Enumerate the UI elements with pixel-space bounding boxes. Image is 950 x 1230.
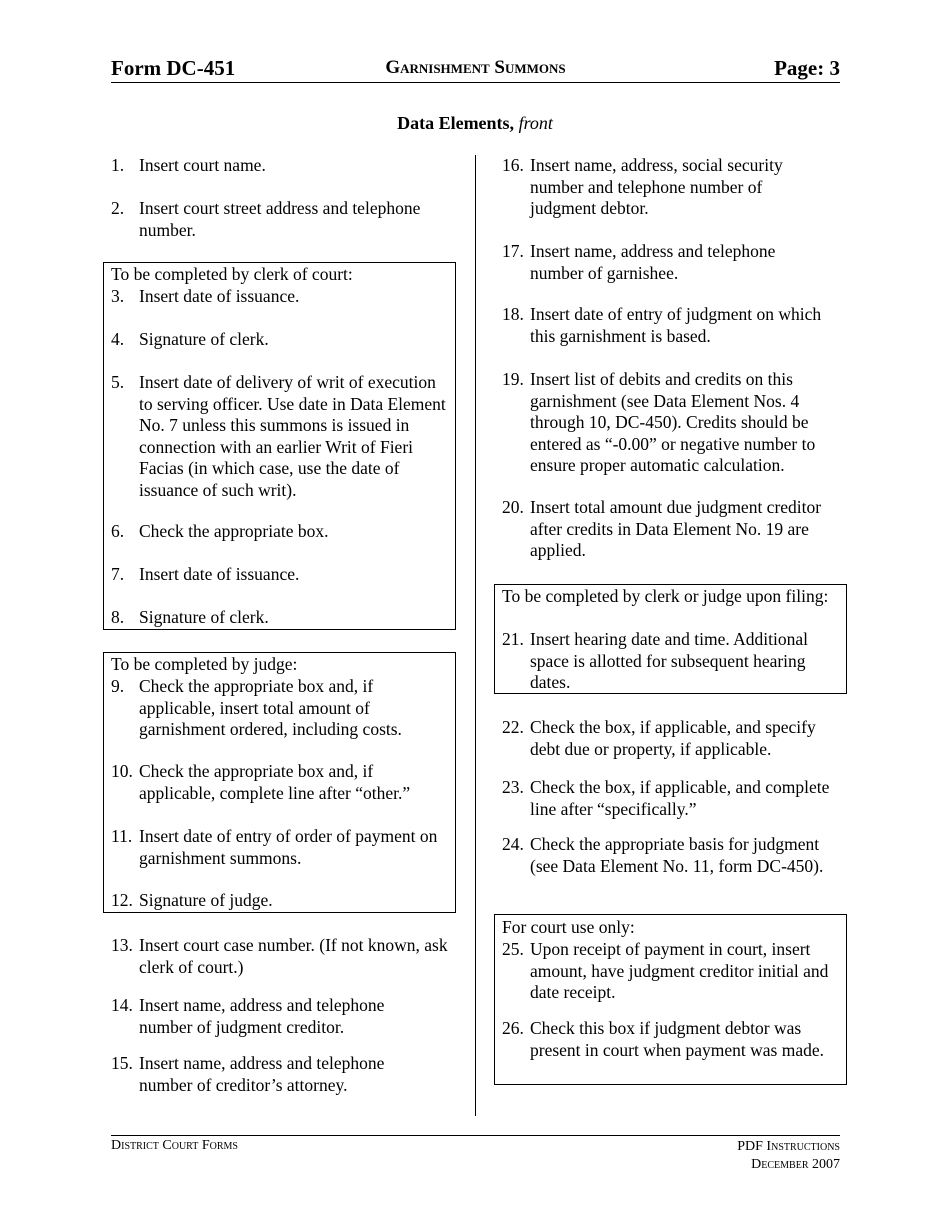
data-element-11 — [111, 826, 451, 869]
page-number: Page: 3 — [774, 56, 840, 80]
data-element-23 — [502, 777, 832, 820]
data-element-3 — [111, 286, 451, 308]
data-element-10 — [111, 761, 441, 804]
item-number: 14. — [111, 995, 133, 1015]
item-number: 23. — [502, 777, 524, 797]
data-element-14 — [111, 995, 441, 1038]
item-number: 4. — [111, 329, 125, 349]
court-use-box-label: For court use only: — [502, 917, 635, 937]
data-element-2 — [111, 198, 451, 241]
data-element-9 — [111, 676, 441, 741]
data-element-12 — [111, 890, 451, 912]
item-text: Check the appropriate box. — [139, 521, 329, 541]
item-text: Insert date of issuance. — [139, 286, 300, 306]
filing-box-label: To be completed by clerk or judge upon filing: — [502, 586, 829, 606]
item-text: Insert name, address and telephone number of garnishee. — [530, 241, 776, 283]
item-number: 26. — [502, 1018, 524, 1038]
item-text: Check the appropriate basis for judgment (see Data Element No. 11, form DC-450). — [530, 834, 824, 876]
data-element-26 — [502, 1018, 840, 1061]
item-text: Upon receipt of payment in court, insert amount, have judgment creditor initial and date receipt. — [530, 939, 829, 1002]
data-element-6 — [111, 521, 451, 543]
item-text: Insert court street address and telephone number. — [139, 198, 421, 240]
item-text: Insert court case number. (If not known, ask clerk of court.) — [139, 935, 448, 977]
footer-right-line1: PDF Instructions — [737, 1139, 840, 1154]
item-number: 19. — [502, 369, 524, 389]
data-element-25 — [502, 939, 840, 1004]
item-number: 6. — [111, 521, 125, 541]
column-divider — [475, 155, 476, 1116]
item-number: 10. — [111, 761, 133, 781]
data-element-19 — [502, 369, 840, 477]
data-element-17 — [502, 241, 832, 284]
form-id: Form DC-451 — [111, 56, 236, 80]
data-element-5 — [111, 372, 453, 501]
item-number: 20. — [502, 497, 524, 517]
item-number: 24. — [502, 834, 524, 854]
item-text: Check this box if judgment debtor was present in court when payment was made. — [530, 1018, 825, 1060]
data-element-20 — [502, 497, 832, 562]
data-element-1 — [111, 155, 451, 177]
data-element-7 — [111, 564, 451, 586]
item-text: Insert hearing date and time. Additional space is allotted for subsequent hearing dates. — [530, 629, 808, 692]
item-number: 21. — [502, 629, 524, 649]
item-number: 3. — [111, 286, 125, 306]
item-number: 8. — [111, 607, 125, 627]
page-header — [111, 56, 840, 83]
item-text: Insert list of debits and credits on this garnishment (see Data Element Nos. 4 through 10, DC-450). Credits should be entered as “-0.00” or negative number to ensure proper automatic calculation. — [530, 369, 816, 475]
item-text: Signature of clerk. — [139, 607, 269, 627]
data-element-24 — [502, 834, 832, 877]
item-number: 11. — [111, 826, 133, 846]
item-text: Insert date of delivery of writ of execution to serving officer. Use date in Data Element No. 7 unless this summons is issued in connection with an earlier Writ of Fieri Facias (in which case, use the date of issuance of such writ). — [139, 372, 446, 500]
footer-right — [737, 1138, 840, 1174]
item-number: 16. — [502, 155, 524, 175]
item-number: 25. — [502, 939, 524, 959]
item-text: Insert date of issuance. — [139, 564, 300, 584]
subtitle-italic: front — [518, 113, 553, 133]
page-title: Garnishment Summons — [385, 57, 566, 78]
item-text: Insert name, address and telephone number of judgment creditor. — [139, 995, 385, 1037]
data-element-8 — [111, 607, 451, 629]
item-text: Insert name, address, social security number and telephone number of judgment debtor. — [530, 155, 783, 218]
item-text: Insert date of entry of judgment on which this garnishment is based. — [530, 304, 822, 346]
clerk-box-label: To be completed by clerk of court: — [111, 264, 353, 284]
item-number: 1. — [111, 155, 125, 175]
item-text: Insert date of entry of order of payment on garnishment summons. — [139, 826, 438, 868]
item-text: Check the appropriate box and, if applicable, complete line after “other.” — [139, 761, 411, 803]
data-element-13 — [111, 935, 453, 978]
footer-left: District Court Forms — [111, 1138, 238, 1153]
section-subtitle — [0, 113, 950, 134]
judge-box-label: To be completed by judge: — [111, 654, 298, 674]
item-text: Signature of judge. — [139, 890, 273, 910]
data-element-22 — [502, 717, 840, 760]
item-text: Insert total amount due judgment creditor after credits in Data Element No. 19 are applied. — [530, 497, 822, 560]
item-number: 22. — [502, 717, 524, 737]
item-number: 12. — [111, 890, 133, 910]
item-number: 18. — [502, 304, 524, 324]
data-element-21 — [502, 629, 840, 694]
data-element-4 — [111, 329, 451, 351]
item-number: 13. — [111, 935, 133, 955]
data-element-16 — [502, 155, 832, 220]
data-element-18 — [502, 304, 832, 347]
item-number: 9. — [111, 676, 125, 696]
item-text: Check the box, if applicable, and complete line after “specifically.” — [530, 777, 830, 819]
item-number: 5. — [111, 372, 125, 392]
item-text: Insert name, address and telephone number of creditor’s attorney. — [139, 1053, 385, 1095]
item-text: Insert court name. — [139, 155, 266, 175]
subtitle-bold: Data Elements, — [397, 113, 515, 133]
item-number: 7. — [111, 564, 125, 584]
item-text: Signature of clerk. — [139, 329, 269, 349]
item-text: Check the box, if applicable, and specify debt due or property, if applicable. — [530, 717, 816, 759]
footer-rule — [111, 1135, 840, 1136]
item-number: 2. — [111, 198, 125, 218]
item-number: 17. — [502, 241, 524, 261]
data-element-15 — [111, 1053, 441, 1096]
item-number: 15. — [111, 1053, 133, 1073]
footer-right-line2: December 2007 — [751, 1157, 840, 1172]
item-text: Check the appropriate box and, if applicable, insert total amount of garnishment ordered, including costs. — [139, 676, 402, 739]
